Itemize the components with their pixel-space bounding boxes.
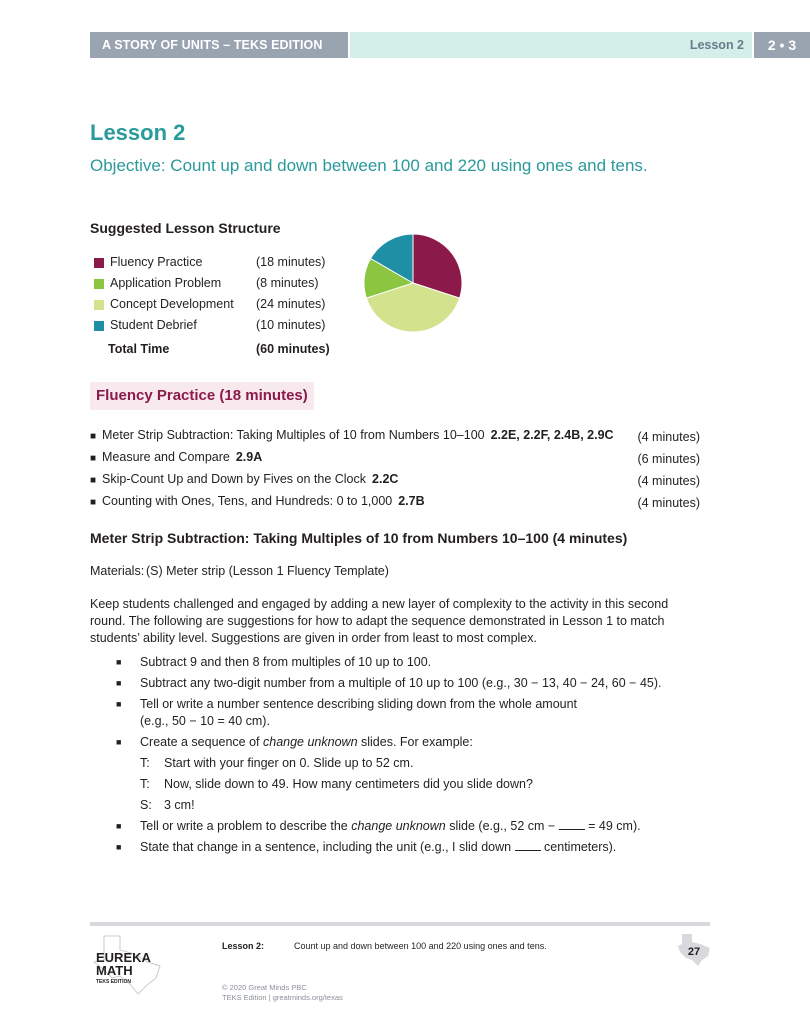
structure-item <box>94 318 344 339</box>
section-title: Meter Strip Subtraction: Taking Multiples of 10 from Numbers 10–100 (4 minutes) <box>90 530 628 546</box>
suggestion-list <box>116 654 696 856</box>
fluency-item-text <box>102 428 614 442</box>
list-item-text: State that change in a sentence, including the unit (e.g., I slid down <box>140 840 515 854</box>
structure-item-minutes: (8 minutes) <box>256 276 319 290</box>
materials-line <box>90 564 389 578</box>
answer-blank <box>515 839 541 851</box>
lesson-title: Lesson 2 <box>90 120 186 145</box>
list-item <box>116 675 696 692</box>
list-item-text: Subtract 9 and then 8 from multiples of 10 up to 100. <box>140 655 432 669</box>
footer-lesson-description: Count up and down between 100 and 220 using ones and tens. <box>294 941 547 951</box>
list-item-text-end: slides. For example: <box>357 735 473 749</box>
bullet-icon: ■ <box>90 497 97 508</box>
logo-text-math: MATH <box>96 963 133 978</box>
total-time-row <box>94 342 344 362</box>
structure-item-minutes: (18 minutes) <box>256 255 326 269</box>
page-header <box>90 32 797 58</box>
total-time-minutes: (60 minutes) <box>256 342 330 356</box>
structure-item-label: Fluency Practice <box>110 255 203 269</box>
fluency-item-standard: 2.2C <box>372 472 399 486</box>
logo-text-eureka: EUREKA <box>96 950 151 965</box>
list-item-text: Tell or write a problem to describe the <box>140 819 352 833</box>
fluency-item-standard: 2.9A <box>235 450 263 464</box>
fluency-item <box>90 494 700 516</box>
fluency-item <box>90 450 700 472</box>
list-item <box>116 654 696 671</box>
fluency-item-minutes: (4 minutes) <box>637 496 700 510</box>
structure-item <box>94 276 344 297</box>
legend-swatch <box>94 300 104 310</box>
structure-item-label: Concept Development <box>110 297 234 311</box>
intro-paragraph: Keep students challenged and engaged by adding a new layer of complexity to the activity in this second round. The following are suggestions for how to adapt the sequence demonstrated in Lesson 1 to match students’ ability level. Suggestions are given in order from least to most complex. <box>90 597 669 645</box>
list-item-text-continued: (e.g., 50 − 10 = 40 cm). <box>140 714 270 728</box>
materials-text: (S) Meter strip (Lesson 1 Fluency Template) <box>146 564 389 578</box>
dialogue-text: Start with your finger on 0. Slide up to 52 cm. <box>164 756 414 770</box>
bullet-icon: ■ <box>90 475 97 486</box>
bullet-icon: ■ <box>90 431 97 442</box>
lesson-objective: Objective: Count up and down between 100 and 220 using ones and tens. <box>90 156 648 175</box>
fluency-item-standard: 2.2E, 2.2F, 2.4B, 2.9C <box>490 428 614 442</box>
bullet-icon: ■ <box>116 821 122 831</box>
fluency-item-label: Skip-Count Up and Down by Fives on the Clock <box>102 472 367 486</box>
structure-item-label: Application Problem <box>110 276 222 290</box>
dialogue-text: Now, slide down to 49. How many centimeters did you slide down? <box>164 777 533 791</box>
list-item <box>116 839 696 856</box>
total-time-label: Total Time <box>108 342 170 356</box>
page-number-badge <box>676 932 712 968</box>
list-item-text-end: = 49 cm). <box>584 819 641 833</box>
structure-list <box>94 255 344 339</box>
dialogue-line <box>116 797 696 814</box>
structure-item-minutes: (10 minutes) <box>256 318 326 332</box>
list-item-emphasis: change unknown <box>263 735 358 749</box>
list-item-text: Subtract any two-digit number from a multiple of 10 up to 100 (e.g., 30 − 13, 40 − 24, 60 − 45). <box>140 676 662 690</box>
fluency-item-standard: 2.7B <box>398 494 425 508</box>
speaker-label: T: <box>140 756 150 770</box>
footer-lesson-label: Lesson 2: <box>222 941 265 951</box>
bullet-icon: ■ <box>116 699 122 709</box>
legend-swatch <box>94 321 104 331</box>
fluency-item-minutes: (6 minutes) <box>637 452 700 466</box>
list-item-text-end: centimeters). <box>540 840 617 854</box>
bullet-icon: ■ <box>116 678 122 688</box>
answer-blank <box>559 818 585 830</box>
module-number: 2 • 3 <box>754 32 810 58</box>
list-item <box>116 734 696 751</box>
footer-divider <box>90 922 710 926</box>
page-number: 27 <box>687 946 701 958</box>
speaker-label: S: <box>140 798 152 812</box>
header-lesson: Lesson 2 <box>350 32 752 58</box>
eureka-math-logo <box>90 932 170 996</box>
list-item <box>116 696 696 730</box>
footer-copyright <box>222 983 343 1003</box>
fluency-item-minutes: (4 minutes) <box>637 474 700 488</box>
list-item <box>116 818 696 835</box>
copyright-line: © 2020 Great Minds PBC <box>222 983 307 992</box>
structure-title: Suggested Lesson Structure <box>90 220 281 236</box>
bullet-icon: ■ <box>116 842 122 852</box>
lesson-structure-pie-chart <box>362 232 464 334</box>
bullet-icon: ■ <box>116 657 122 667</box>
list-item-text-mid: slide (e.g., 52 cm − <box>445 819 559 833</box>
materials-label: Materials: <box>90 564 145 578</box>
fluency-item-text <box>102 450 262 464</box>
structure-item <box>94 297 344 318</box>
fluency-item <box>90 472 700 494</box>
fluency-item-label: Measure and Compare <box>102 450 230 464</box>
speaker-label: T: <box>140 777 150 791</box>
dialogue-line <box>116 755 696 772</box>
fluency-item-text <box>102 472 398 486</box>
edition-line: TEKS Edition | greatminds.org/texas <box>222 993 343 1002</box>
dialogue-text: 3 cm! <box>164 798 195 812</box>
dialogue-line <box>116 776 696 793</box>
bullet-icon: ■ <box>116 737 122 747</box>
list-item-text: Tell or write a number sentence describing sliding down from the whole amount <box>140 697 578 711</box>
fluency-list <box>90 428 700 516</box>
structure-item <box>94 255 344 276</box>
series-title: A STORY OF UNITS – TEKS EDITION <box>90 32 348 58</box>
legend-swatch <box>94 279 104 289</box>
legend-swatch <box>94 258 104 268</box>
bullet-icon: ■ <box>90 453 97 464</box>
fluency-item-minutes: (4 minutes) <box>637 430 700 444</box>
fluency-item <box>90 428 700 450</box>
fluency-item-text <box>102 494 425 508</box>
fluency-item-label: Counting with Ones, Tens, and Hundreds: 0 to 1,000 <box>102 494 393 508</box>
structure-item-minutes: (24 minutes) <box>256 297 326 311</box>
logo-text-edition: TEKS EDITION <box>96 979 132 985</box>
fluency-item-label: Meter Strip Subtraction: Taking Multiples of 10 from Numbers 10–100 <box>102 428 485 442</box>
structure-item-label: Student Debrief <box>110 318 197 332</box>
list-item-emphasis: change unknown <box>351 819 446 833</box>
list-item-text: Create a sequence of <box>140 735 263 749</box>
fluency-practice-header: Fluency Practice (18 minutes) <box>90 382 314 410</box>
